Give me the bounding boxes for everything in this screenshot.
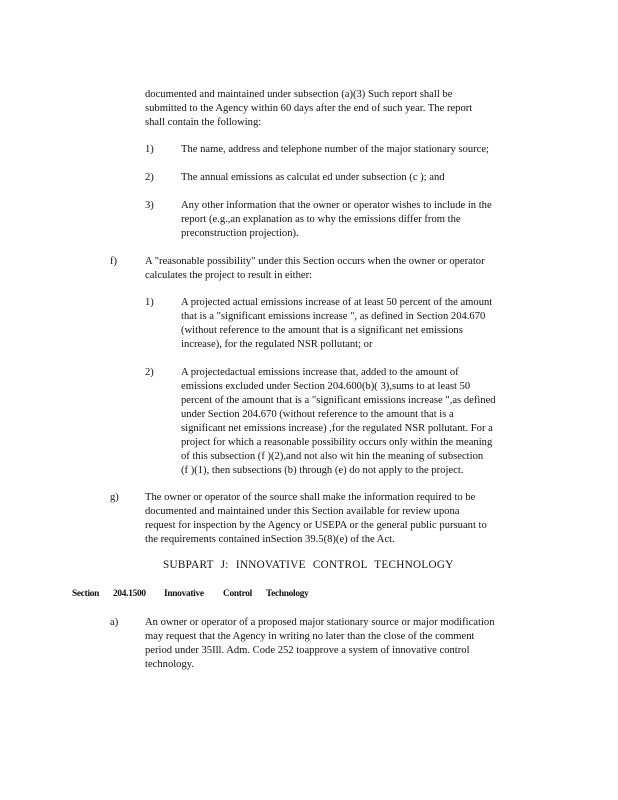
subsection-label: f)	[110, 256, 118, 267]
text-line: The annual emissions as calculat ed under subsection (c ); and	[181, 172, 445, 183]
text-line: submitted to the Agency within 60 days after the end of such year. The report	[145, 103, 473, 114]
text-line: technology.	[145, 659, 195, 670]
text-line: significant net emissions increase) ,for the regulated NSR pollutant. For a	[181, 423, 493, 434]
section-word: Section	[72, 589, 100, 599]
text-line: (f )(1), then subsections (b) through (e) do not apply to the project.	[181, 465, 464, 476]
subsection-label: a)	[110, 617, 119, 628]
list-label: 1)	[145, 297, 154, 308]
list-label: 1)	[145, 144, 154, 155]
text-line: The name, address and telephone number of the major stationary source;	[181, 144, 489, 155]
text-line: increase), for the regulated NSR pollutant; or	[181, 339, 373, 350]
text-line: A projectedactual emissions increase that, added to the amount of	[181, 367, 459, 378]
list-item	[181, 296, 492, 352]
subsection-label: g)	[110, 492, 119, 503]
text-line: of this subsection (f )(2),and not also wit hin the meaning of subsection	[181, 451, 484, 462]
intro-paragraph	[145, 88, 472, 130]
text-line: project for which a reasonable possibility occurs only within the meaning	[181, 437, 493, 448]
text-line: documented and maintained under this Section available for review upona	[145, 506, 460, 517]
text-line: report (e.g.,an explanation as to why the emissions differ from the	[181, 214, 461, 225]
list-item	[181, 143, 489, 157]
list-item	[181, 366, 496, 478]
section-title-word: Innovative	[164, 589, 204, 599]
text-line: An owner or operator of a proposed major stationary source or major modification	[145, 617, 495, 628]
text-line: emissions excluded under Section 204.600(b)( 3),sums to at least 50	[181, 381, 471, 392]
text-line: A "reasonable possibility" under this Section occurs when the owner or operator	[145, 256, 485, 267]
list-item	[181, 171, 445, 185]
text-line: preconstruction projection).	[181, 228, 299, 239]
text-line: (without reference to the amount that is a significant net emissions	[181, 325, 463, 336]
list-item	[181, 199, 492, 241]
text-line: period under 35Ill. Adm. Code 252 toapprove a system of innovative control	[145, 645, 470, 656]
list-label: 3)	[145, 200, 154, 211]
subsection-g	[145, 491, 487, 547]
text-line: under Section 204.670 (without reference to the amount that is a	[181, 409, 454, 420]
text-line: A projected actual emissions increase of at least 50 percent of the amount	[181, 297, 493, 308]
section-number: 204.1500	[113, 589, 146, 599]
text-line: shall contain the following:	[145, 117, 262, 128]
text-line: documented and maintained under subsection (a)(3) Such report shall be	[145, 89, 453, 100]
text-line: Any other information that the owner or operator wishes to include in the	[181, 200, 492, 211]
section-title-word: Control	[223, 589, 252, 599]
subsection-f	[145, 255, 485, 283]
subsection-a	[145, 616, 495, 672]
text-line: may request that the Agency in writing no later than the close of the comment	[145, 631, 475, 642]
text-line: The owner or operator of the source shall make the information required to be	[145, 492, 476, 503]
list-label: 2)	[145, 172, 154, 183]
subpart-heading: SUBPART J: INNOVATIVE CONTROL TECHNOLOGY	[163, 559, 454, 571]
text-line: request for inspection by the Agency or USEPA or the general public pursuant to	[145, 520, 487, 531]
text-line: that is a "significant emissions increase ", as defined in Section 204.670	[181, 311, 486, 322]
text-line: percent of the amount that is a "significant emissions increase ",as defined	[181, 395, 496, 406]
section-title-word: Technology	[266, 589, 309, 599]
text-line: calculates the project to result in either:	[145, 270, 313, 281]
list-label: 2)	[145, 367, 154, 378]
text-line: the requirements contained inSection 39.5(8)(e) of the Act.	[145, 534, 395, 545]
